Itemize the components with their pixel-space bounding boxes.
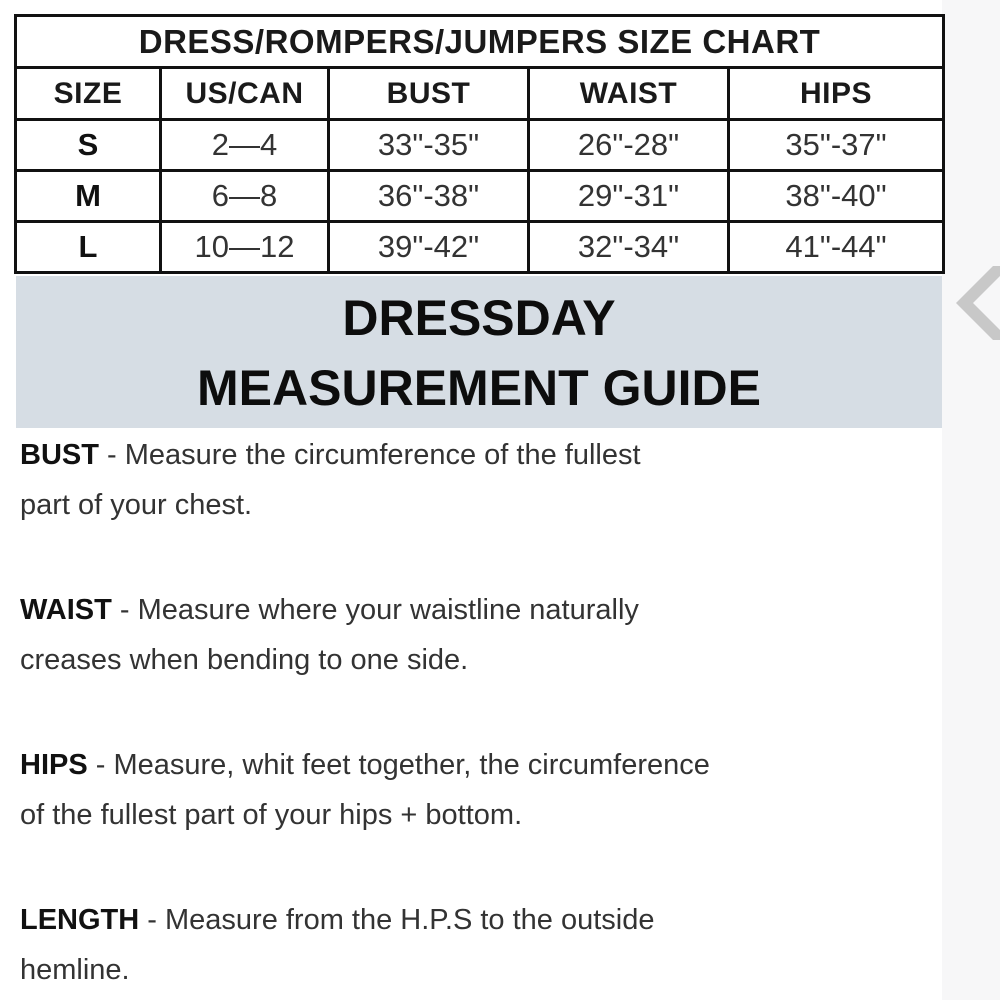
instruction-text: - Measure where your waistline naturally	[111, 594, 639, 626]
header-bust: BUST	[329, 68, 529, 120]
waist-cell: 29"-31"	[529, 171, 729, 222]
header-us-can: US/CAN	[161, 68, 329, 120]
table-row	[16, 120, 944, 171]
waist-instruction	[20, 585, 639, 685]
instruction-label: LENGTH	[20, 904, 140, 936]
bust-cell: 36"-38"	[329, 171, 529, 222]
size-cell: L	[16, 222, 161, 273]
instruction-text: - Measure from the H.P.S to the outside	[139, 904, 655, 936]
instruction-text-cont: hemline.	[20, 954, 130, 986]
hips-cell: 35"-37"	[729, 120, 944, 171]
us-can-cell: 6—8	[161, 171, 329, 222]
hips-cell: 38"-40"	[729, 171, 944, 222]
side-strip	[942, 0, 1000, 1000]
bust-cell: 39"-42"	[329, 222, 529, 273]
hips-cell: 41"-44"	[729, 222, 944, 273]
bust-cell: 33"-35"	[329, 120, 529, 171]
hips-instruction	[20, 740, 710, 840]
header-waist: WAIST	[529, 68, 729, 120]
waist-cell: 26"-28"	[529, 120, 729, 171]
size-cell: M	[16, 171, 161, 222]
instruction-label: WAIST	[20, 594, 112, 626]
table-row	[16, 171, 944, 222]
guide-title: MEASUREMENT GUIDE	[197, 360, 761, 416]
instruction-text: - Measure, whit feet together, the circumference	[87, 749, 710, 781]
instruction-text-cont: creases when bending to one side.	[20, 644, 469, 676]
header-hips: HIPS	[729, 68, 944, 120]
size-chart-table	[14, 14, 945, 274]
table-row	[16, 222, 944, 273]
bust-instruction	[20, 430, 641, 530]
header-row	[16, 68, 944, 120]
instruction-text-cont: of the fullest part of your hips + bottom.	[20, 799, 523, 831]
us-can-cell: 2—4	[161, 120, 329, 171]
instruction-label: BUST	[20, 439, 99, 471]
instruction-label: HIPS	[20, 749, 88, 781]
instruction-text: - Measure the circumference of the fullest	[98, 439, 641, 471]
length-instruction	[20, 895, 655, 995]
waist-cell: 32"-34"	[529, 222, 729, 273]
us-can-cell: 10—12	[161, 222, 329, 273]
chart-title: DRESS/ROMPERS/JUMPERS SIZE CHART	[16, 16, 944, 68]
chevron-right-icon[interactable]	[948, 258, 1000, 348]
header-size: SIZE	[16, 68, 161, 120]
size-cell: S	[16, 120, 161, 171]
brand-title: DRESSDAY	[342, 290, 616, 346]
measurement-guide-banner	[16, 276, 942, 428]
instruction-text-cont: part of your chest.	[20, 489, 253, 521]
